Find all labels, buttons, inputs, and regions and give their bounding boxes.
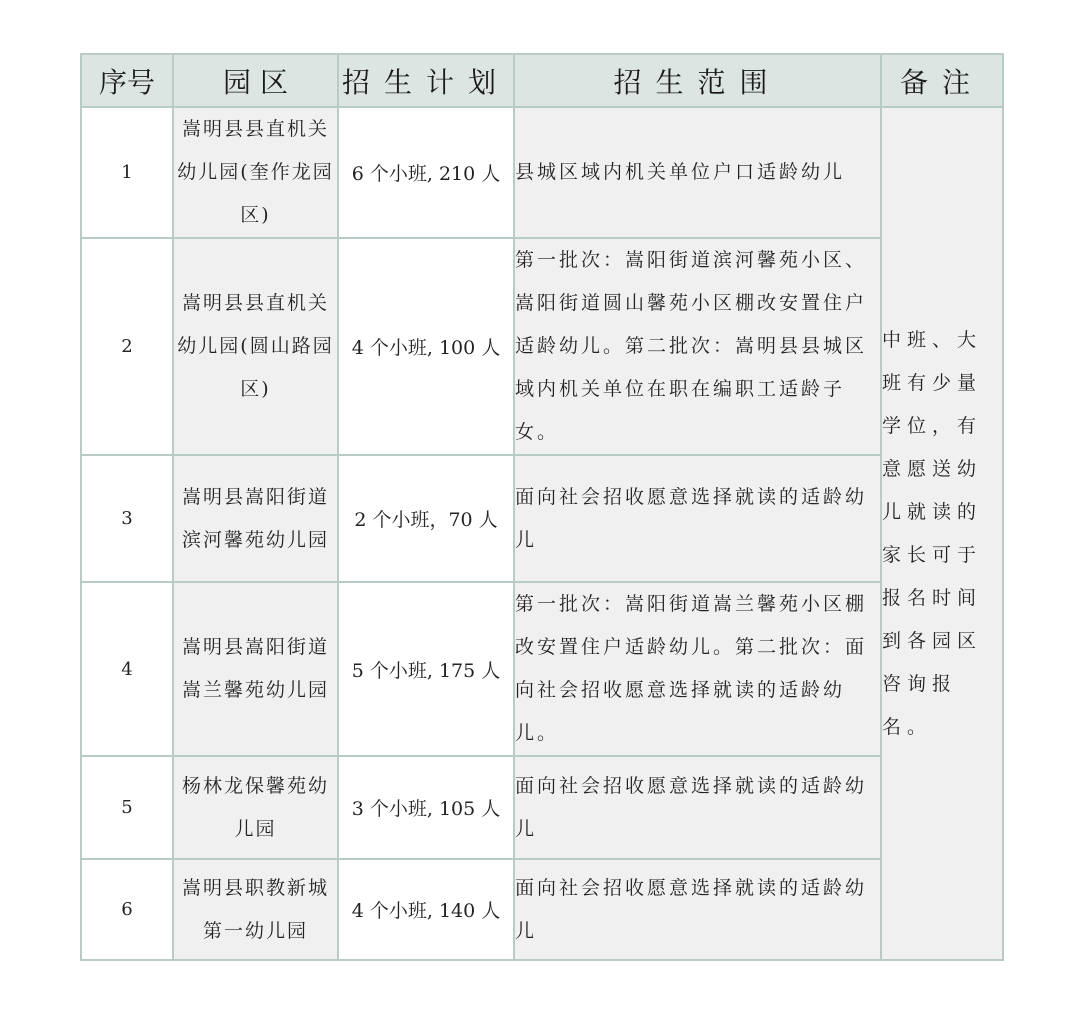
- row-plan: 5 个小班, 175 人: [338, 582, 514, 756]
- table-row: [81, 756, 1003, 859]
- note-cell: 中班、大班有少量学位，有意愿送幼儿就读的家长可于报名时间到各园区咨询报名。: [881, 107, 1003, 960]
- header-scope: 招生范围: [514, 54, 881, 107]
- table-row: [81, 238, 1003, 455]
- row-campus: 杨林龙保馨苑幼儿园: [173, 756, 338, 859]
- table-row: [81, 455, 1003, 582]
- row-scope: 面向社会招收愿意选择就读的适龄幼儿: [514, 455, 881, 582]
- row-campus: 嵩明县县直机关幼儿园(圆山路园区): [173, 238, 338, 455]
- table-row: [81, 582, 1003, 756]
- row-index: 1: [81, 107, 173, 238]
- row-plan: 4 个小班, 140 人: [338, 859, 514, 960]
- row-scope: 面向社会招收愿意选择就读的适龄幼儿: [514, 859, 881, 960]
- row-scope: 县城区域内机关单位户口适龄幼儿: [514, 107, 881, 238]
- header-note: 备注: [881, 54, 1003, 107]
- row-campus: 嵩明县县直机关幼儿园(奎作龙园区): [173, 107, 338, 238]
- table-row: [81, 107, 1003, 238]
- enrollment-table: [80, 53, 1004, 961]
- row-index: 2: [81, 238, 173, 455]
- row-index: 5: [81, 756, 173, 859]
- table-row: [81, 859, 1003, 960]
- row-plan: 2 个小班，70 人: [338, 455, 514, 582]
- header-index: 序号: [81, 54, 173, 107]
- row-index: 4: [81, 582, 173, 756]
- header-campus: 园 区: [173, 54, 338, 107]
- row-campus: 嵩明县嵩阳街道滨河馨苑幼儿园: [173, 455, 338, 582]
- row-campus: 嵩明县职教新城第一幼儿园: [173, 859, 338, 960]
- row-scope: 第一批次：嵩阳街道滨河馨苑小区、嵩阳街道圆山馨苑小区棚改安置住户适龄幼儿。第二批次：嵩明县县城区域内机关单位在职在编职工适龄子女。: [514, 238, 881, 455]
- row-plan: 3 个小班, 105 人: [338, 756, 514, 859]
- row-index: 3: [81, 455, 173, 582]
- row-plan: 4 个小班, 100 人: [338, 238, 514, 455]
- row-scope: 第一批次：嵩阳街道嵩兰馨苑小区棚改安置住户适龄幼儿。第二批次：面向社会招收愿意选择就读的适龄幼儿。: [514, 582, 881, 756]
- row-scope: 面向社会招收愿意选择就读的适龄幼儿: [514, 756, 881, 859]
- row-plan: 6 个小班, 210 人: [338, 107, 514, 238]
- row-index: 6: [81, 859, 173, 960]
- row-campus: 嵩明县嵩阳街道嵩兰馨苑幼儿园: [173, 582, 338, 756]
- header-plan: 招生计划: [338, 54, 514, 107]
- table-header-row: [81, 54, 1003, 107]
